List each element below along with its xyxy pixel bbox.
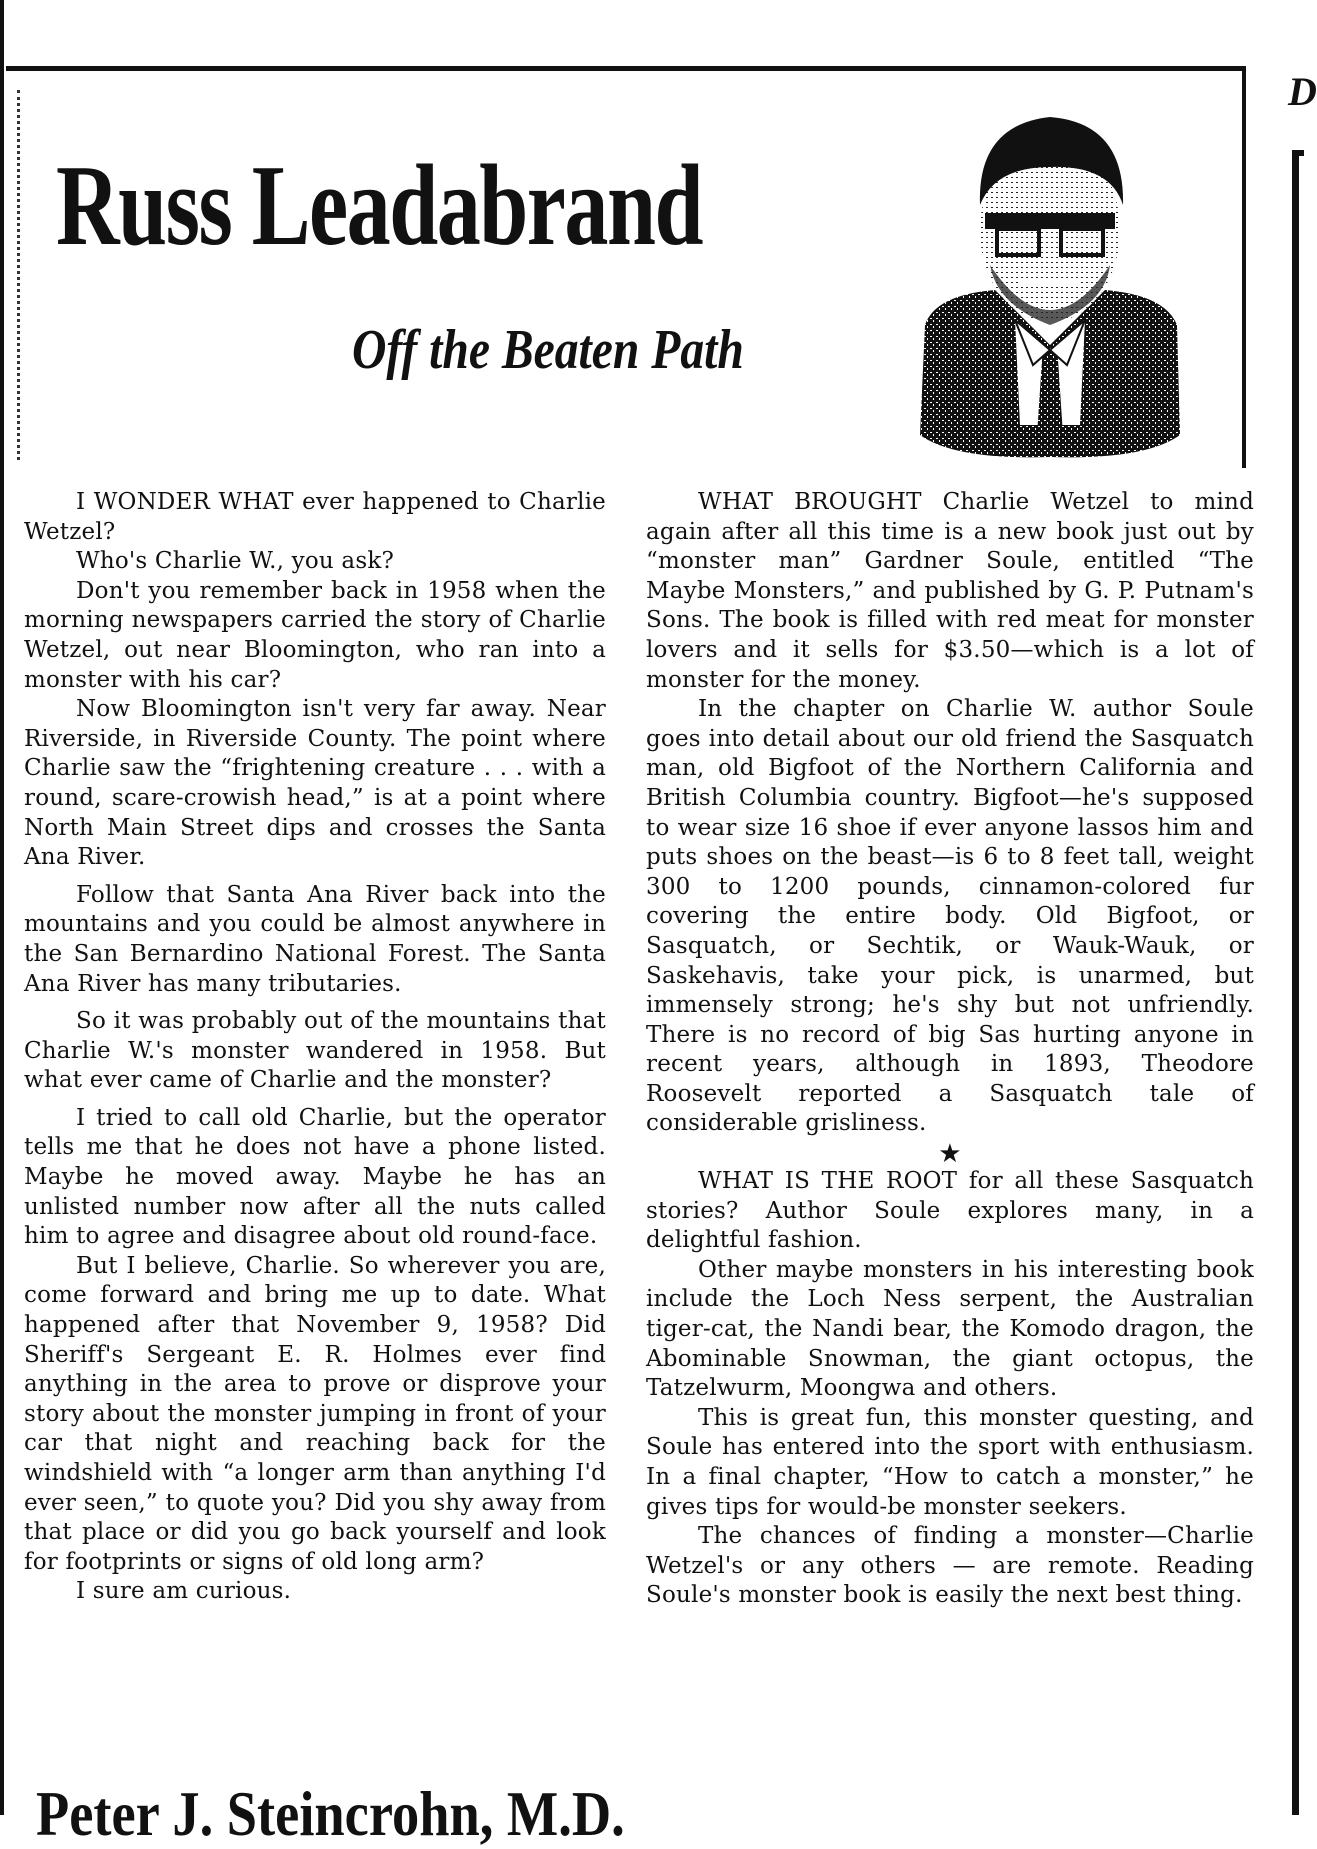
paragraph: The chances of finding a monster—Charlie Wetzel's or any others — are remote. Reading Soule's monster book is easily the next best thing. bbox=[646, 1523, 1254, 1609]
paragraph: I tried to call old Charlie, but the operator tells me that he does not have a phone listed. Maybe he moved away. Maybe he has an unlisted number now after all the nuts called him to agree and disagree about old round-face. bbox=[24, 1104, 606, 1250]
paragraph: So it was probably out of the mountains that Charlie W.'s monster wandered in 1958. But what ever came of Charlie and the monster? bbox=[24, 1008, 606, 1094]
header-top-rule bbox=[6, 66, 1246, 71]
paragraph: Who's Charlie W., you ask? bbox=[76, 548, 394, 575]
adjacent-column-letter: D bbox=[1288, 69, 1317, 114]
article-column-right bbox=[646, 488, 1254, 1611]
next-column-headline: Peter J. Steincrohn, M.D. bbox=[36, 1778, 625, 1849]
header-box-right-rule bbox=[1242, 68, 1246, 468]
paragraph: WHAT IS THE ROOT for all these Sasquatch stories? Author Soule explores many, in a delightful fashion. bbox=[646, 1168, 1254, 1254]
paragraph: But I believe, Charlie. So wherever you are, come forward and bring me up to date. What happened after that November 9, 1958? Did Sheriff's Sergeant E. R. Holmes ever find anything in the area to prove or disprove your story about the monster jumping in front of your car that night and reaching back for the windshield with “a longer arm than anything I'd ever seen,” to quote you? Did you shy away from that place or did you go back yourself and look for footprints or signs of old long arm? bbox=[24, 1252, 606, 1575]
paragraph: I sure am curious. bbox=[76, 1578, 292, 1605]
page-edge-rule bbox=[0, 0, 4, 1815]
paragraph: WHAT BROUGHT Charlie Wetzel to mind again after all this time is a new book just out by “monster man” Gardner Soule, entitled “The Maybe Monsters,” and published by G. P. Putnam's Sons. The book is filled with red meat for monster lovers and it sells for $3.50—which is a lot of monster for the money. bbox=[646, 489, 1254, 693]
paragraph: This is great fun, this monster questing, and Soule has entered into the sport with enthusiasm. In a final chapter, “How to catch a monster,” he gives tips for would-be monster seekers. bbox=[646, 1404, 1254, 1520]
author-portrait-image bbox=[905, 95, 1195, 460]
paragraph: In the chapter on Charlie W. author Soule goes into detail about our old friend the Sasquatch man, old Bigfoot of the Northern California and British Columbia country. Bigfoot—he's supposed to wear size 16 shoe if ever anyone lassos him and puts shoes on the beast—is 6 to 8 feet tall, weight 300 to 1200 pounds, cinnamon-colored fur covering the entire body. Old Bigfoot, or Sasquatch, or Sechtik, or Wauk-Wauk, or Saskehavis, take your pick, is unarmed, but immensely strong; he's shy but not unfriendly. There is no record of big Sas hurting anyone in recent years, although in 1893, Theodore Roosevelt reported a Sasquatch tale of considerable grisliness. bbox=[646, 696, 1254, 1137]
adjacent-column-rule bbox=[1292, 150, 1299, 1815]
paragraph: Don't you remember back in 1958 when the morning newspapers carried the story of Charlie Wetzel, out near Bloomington, who ran into a monster with his car? bbox=[24, 577, 606, 693]
paragraph: I WONDER WHAT ever happened to Charlie Wetzel? bbox=[24, 489, 606, 545]
paragraph: Now Bloomington isn't very far away. Near Riverside, in Riverside County. The point where Charlie saw the “frightening creature . . . with a round, scare-crowish head,” is at a point where North Main Street dips and crosses the Santa Ana River. bbox=[24, 696, 606, 871]
portrait-glasses bbox=[985, 213, 1115, 229]
column-author-title: Russ Leadabrand bbox=[56, 142, 702, 270]
paragraph: Other maybe monsters in his interesting book include the Loch Ness serpent, the Australian tiger-cat, the Nandi bear, the Komodo dragon, the Abominable Snowman, the giant octopus, the Tatzelwurm, Moongwa and others. bbox=[646, 1256, 1254, 1402]
column-dotted-rule bbox=[17, 90, 22, 460]
adjacent-column-corner bbox=[1292, 150, 1304, 156]
paragraph: Follow that Santa Ana River back into the mountains and you could be almost anywhere in the San Bernardino National Forest. The Santa Ana River has many tributaries. bbox=[24, 881, 606, 997]
section-break-star-icon: ★ bbox=[938, 1139, 962, 1170]
column-subtitle: Off the Beaten Path bbox=[352, 319, 744, 381]
article-column-left bbox=[24, 488, 606, 1607]
